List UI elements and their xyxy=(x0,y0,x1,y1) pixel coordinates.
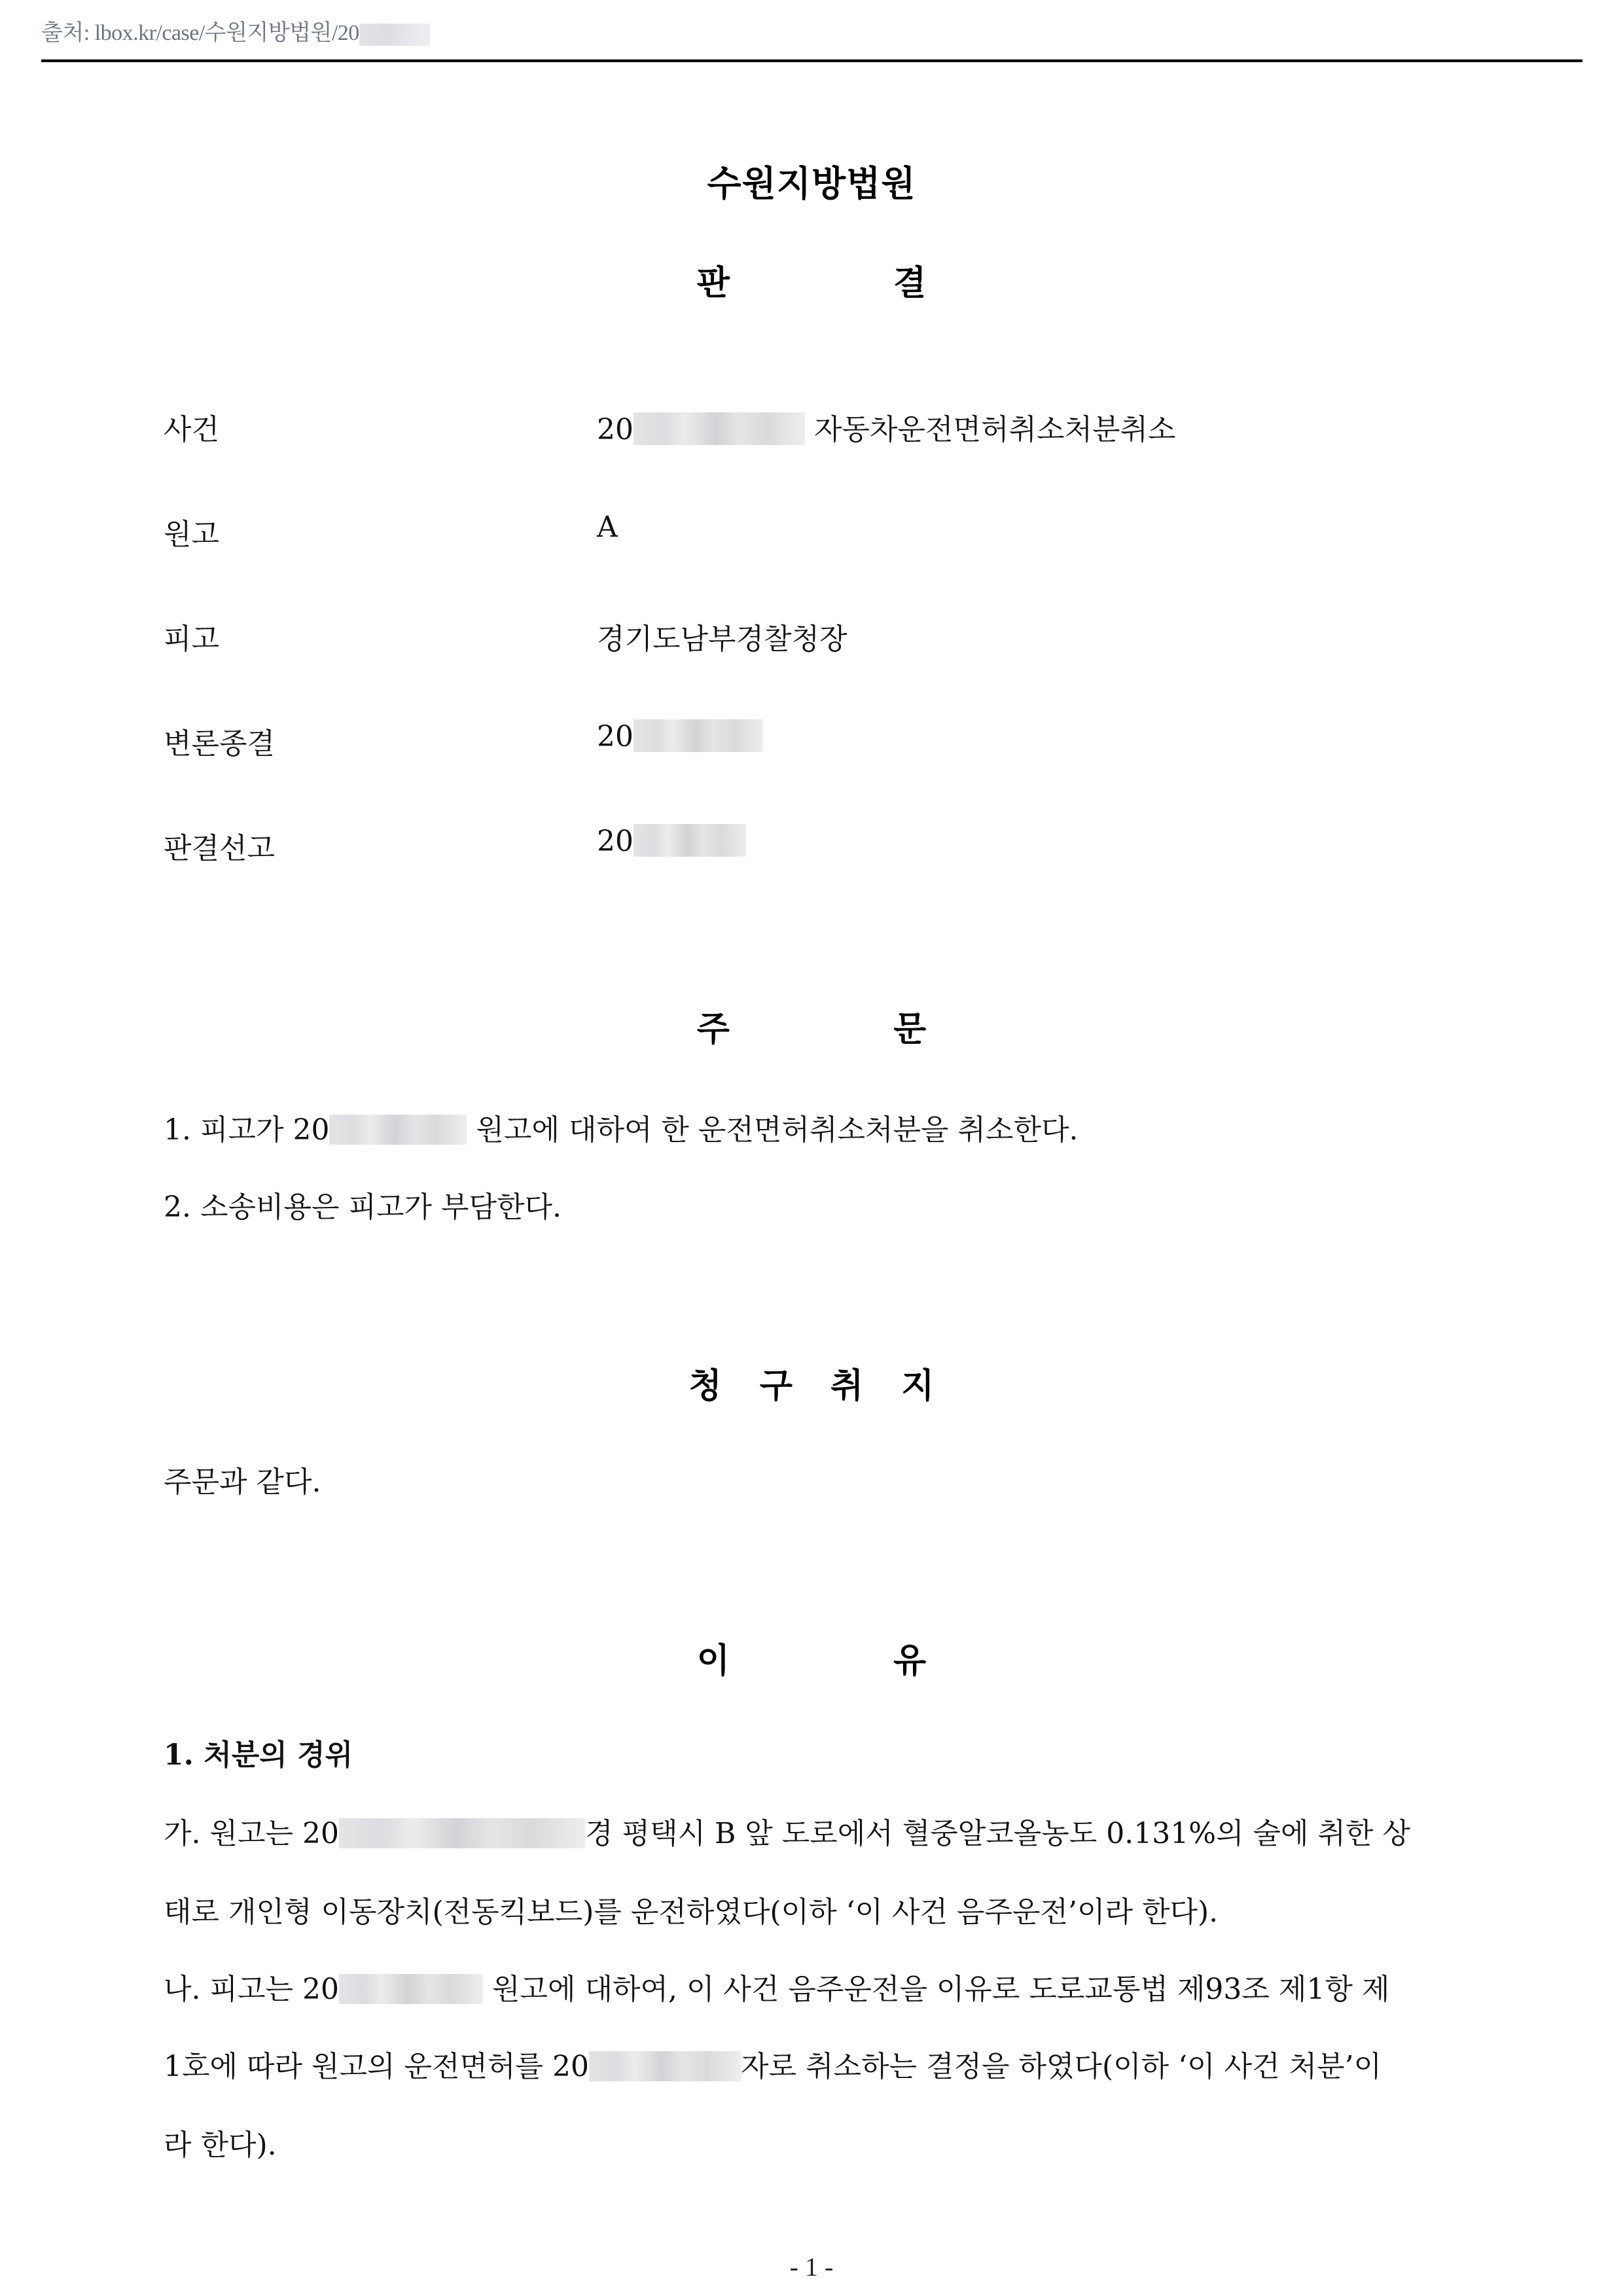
defendant-label: 피고 xyxy=(164,622,220,656)
redacted-case-number xyxy=(633,412,805,445)
date-prefix: 20 xyxy=(597,825,633,858)
reason-line-5 xyxy=(164,2121,277,2163)
heading-char: 주 xyxy=(696,1010,730,1049)
redacted-date xyxy=(589,2051,741,2081)
case-info-row-case xyxy=(164,406,1472,511)
plaintiff-value: A xyxy=(597,511,618,544)
case-label: 사건 xyxy=(164,413,220,446)
heading-char: 판 xyxy=(696,264,730,303)
page-number: - 1 - xyxy=(789,2252,834,2282)
heading-char: 결 xyxy=(893,264,927,303)
judgment-date-label: 판결선고 xyxy=(164,832,276,865)
case-info-row-defendant xyxy=(164,615,1472,720)
redacted-date xyxy=(329,1115,467,1145)
reason-text: 나. 피고는 20 xyxy=(164,1973,339,2006)
case-title: 자동차운전면허취소처분취소 xyxy=(805,413,1176,446)
reason-text: 라 한다). xyxy=(164,2128,277,2162)
redacted-datetime xyxy=(339,1818,585,1848)
order-item-text: 2. 소송비용은 피고가 부담한다. xyxy=(164,1191,562,1224)
plaintiff-label: 원고 xyxy=(164,518,220,551)
case-info-row-judgment-date xyxy=(164,825,1472,929)
court-name: 수원지방법원 xyxy=(707,163,916,204)
source-url-text: 출처: lbox.kr/case/수원지방법원/20 xyxy=(41,21,359,45)
heading-char: 문 xyxy=(893,1010,927,1049)
order-heading xyxy=(0,1001,1623,1050)
reason-text: 가. 원고는 20 xyxy=(164,1817,339,1850)
hearing-closed-value xyxy=(597,720,763,753)
case-info-row-hearing-closed xyxy=(164,720,1472,825)
claim-text: 주문과 같다. xyxy=(164,1465,321,1499)
redacted-date xyxy=(339,1974,483,2004)
case-number-prefix: 20 xyxy=(597,413,633,446)
heading-char: 청 xyxy=(688,1367,722,1406)
heading-char: 구 xyxy=(759,1367,793,1406)
order-item-2 xyxy=(164,1183,562,1225)
reason-text: 1호에 따라 원고의 운전면허를 20 xyxy=(164,2050,589,2083)
hearing-closed-label: 변론종결 xyxy=(164,727,276,761)
reason-text: 경 평택시 B 앞 도로에서 혈중알코올농도 0.131%의 술에 취한 상 xyxy=(584,1817,1411,1850)
reason-heading xyxy=(0,1633,1623,1682)
header-divider xyxy=(41,60,1582,62)
heading-char: 지 xyxy=(901,1367,935,1406)
case-value xyxy=(597,406,1176,448)
source-url xyxy=(41,14,430,46)
reason-line-2 xyxy=(164,1888,1218,1930)
claim-heading xyxy=(0,1358,1623,1407)
heading-char: 취 xyxy=(830,1367,864,1406)
judgment-date-value xyxy=(597,825,746,858)
reason-text: 원고에 대하여, 이 사건 음주운전을 이유로 도로교통법 제93조 제1항 제 xyxy=(482,1973,1390,2006)
defendant-value: 경기도남부경찰청장 xyxy=(597,622,847,656)
redacted-date xyxy=(633,719,763,752)
heading-char: 이 xyxy=(696,1641,730,1681)
date-prefix: 20 xyxy=(597,720,633,753)
reason-line-4 xyxy=(164,2043,1382,2085)
reason-line-1 xyxy=(164,1810,1410,1852)
heading-char: 유 xyxy=(893,1641,927,1681)
section-title: 1. 처분의 경위 xyxy=(164,1738,353,1772)
case-info-table xyxy=(164,406,1472,929)
order-item-text: 1. 피고가 20 xyxy=(164,1113,330,1147)
redacted-case-number xyxy=(359,24,430,46)
redacted-date xyxy=(633,824,746,857)
case-info-row-plaintiff xyxy=(164,511,1472,615)
reason-text: 태로 개인형 이동장치(전동킥보드)를 운전하였다(이하 ‘이 사건 음주운전’이라 한다). xyxy=(164,1895,1219,1929)
order-item-1 xyxy=(164,1106,1078,1148)
reason-line-3 xyxy=(164,1965,1389,2007)
order-item-text: 원고에 대하여 한 운전면허취소처분을 취소한다. xyxy=(467,1113,1079,1147)
reason-text: 자로 취소하는 결정을 하였다(이하 ‘이 사건 처분’이 xyxy=(740,2050,1382,2083)
document-type-heading xyxy=(0,255,1623,304)
